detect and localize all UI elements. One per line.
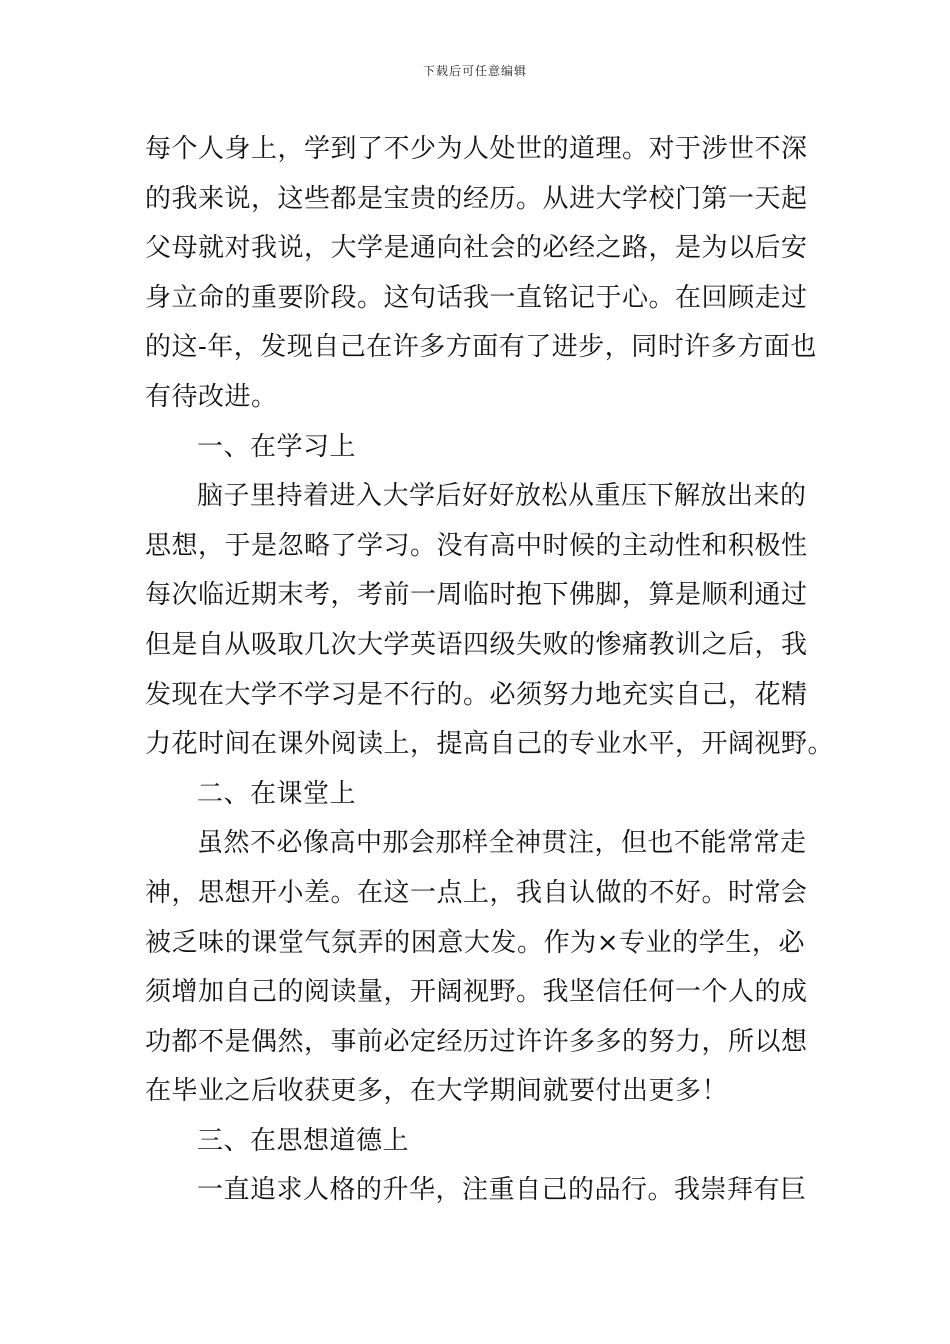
document-body xyxy=(145,125,835,1216)
text-line: 父母就对我说，大学是通向社会的必经之路，是为以后安 xyxy=(145,233,808,264)
section-heading-morality: 三、在思想道德上 xyxy=(197,1125,410,1156)
text-line: 一直追求人格的升华，注重自己的品行。我崇拜有巨 xyxy=(197,1175,807,1206)
page-header: 下载后可任意编辑 xyxy=(422,64,527,78)
section-heading-classroom: 二、在课堂上 xyxy=(197,778,357,809)
section-heading-study: 一、在学习上 xyxy=(197,431,357,462)
text-line: 虽然不必像高中那会那样全神贯注，但也不能常常走 xyxy=(197,828,807,859)
text-line: 身立命的重要阶段。这句话我一直铭记于心。在回顾走过 xyxy=(145,282,808,313)
text-line: 每个人身上，学到了不少为人处世的道理。对于涉世不深 xyxy=(145,134,808,164)
text-line: 每次临近期末考，考前一周临时抱下佛脚，算是顺利通过 xyxy=(145,580,808,611)
text-line: 的这-年，发现自己在许多方面有了进步，同时许多方面也 xyxy=(145,332,817,363)
text-line: 有待改进。 xyxy=(145,381,278,412)
text-line: 在毕业之后收获更多，在大学期间就要付出更多！ xyxy=(145,1076,729,1107)
text-line: 脑子里持着进入大学后好好放松从重压下解放出来的 xyxy=(197,481,807,512)
text-line: 被乏味的课堂气氛弄的困意大发。作为×专业的学生，必 xyxy=(145,927,805,958)
text-line: 力花时间在课外阅读上，提高自己的专业水平，开阔视野。 xyxy=(145,729,835,760)
text-line: 但是自从吸取几次大学英语四级失败的惨痛教训之后，我 xyxy=(145,629,808,660)
text-line: 的我来说，这些都是宝贵的经历。从进大学校门第一天起 xyxy=(145,183,808,214)
text-line: 神，思想开小差。在这一点上，我自认做的不好。时常会 xyxy=(145,877,808,908)
text-line: 功都不是偶然，事前必定经历过许许多多的努力，所以想 xyxy=(145,1026,808,1057)
text-line: 发现在大学不学习是不行的。必须努力地充实自己，花精 xyxy=(145,679,808,710)
text-line: 须增加自己的阅读量，开阔视野。我坚信任何一个人的成 xyxy=(145,977,808,1008)
text-line: 思想，于是忽略了学习。没有高中时候的主动性和积极性 xyxy=(145,530,808,561)
